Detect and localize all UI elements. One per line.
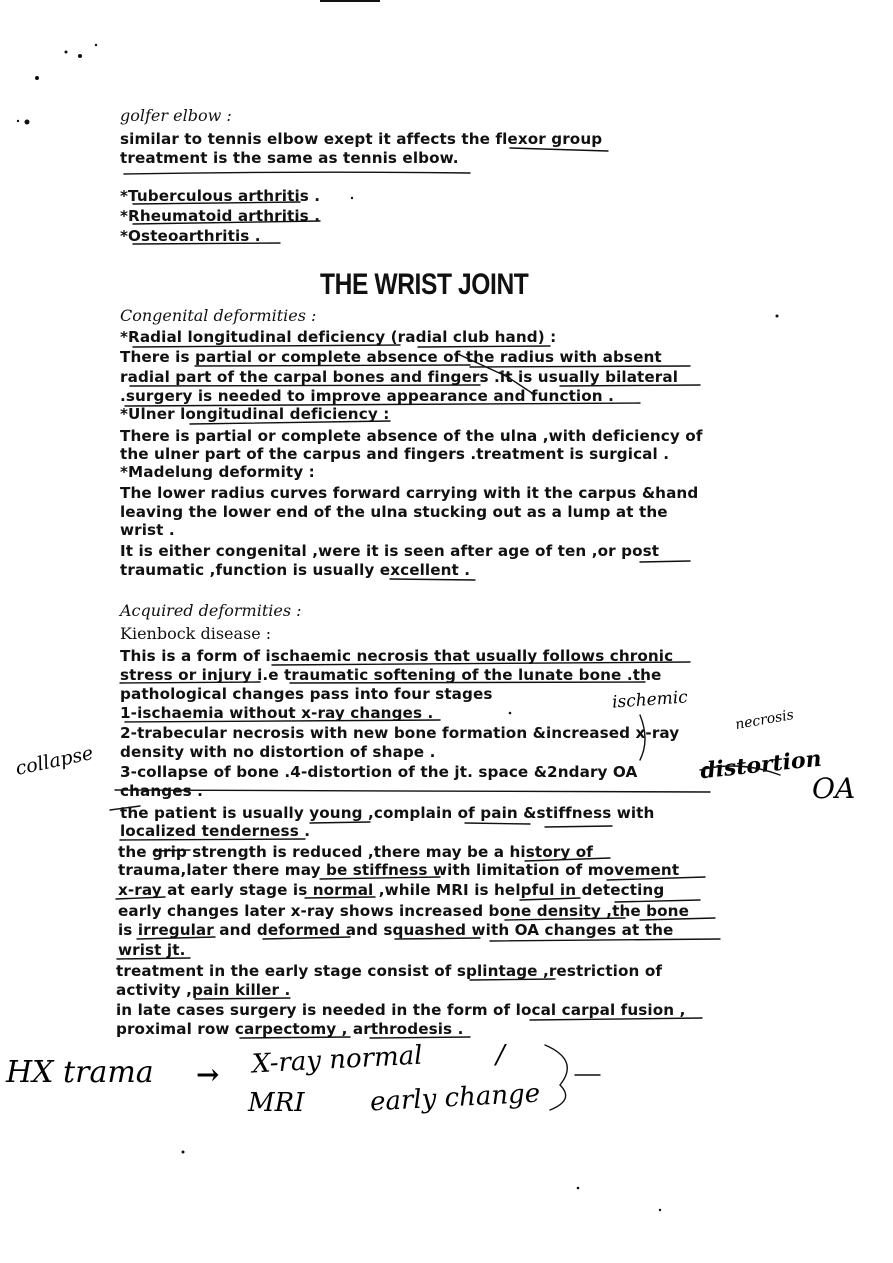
text-line: proximal row carpectomy , arthrodesis . (116, 1020, 464, 1038)
text-line: wrist jt. (118, 941, 186, 959)
text-line: similar to tennis elbow exept it affects the flexor group (120, 130, 603, 148)
text-line: 1-ischaemia without x-ray changes . (120, 704, 434, 722)
text-line: the grip strength is reduced ,there may be a history of (118, 843, 593, 861)
handwritten-note: / (496, 1040, 505, 1070)
text-line: wrist . (120, 521, 175, 539)
text-line: treatment is the same as tennis elbow. (120, 149, 459, 167)
list-item: *Rheumatoid arthritis . (120, 207, 321, 225)
text-line: the ulner part of the carpus and fingers .treatment is surgical . (120, 445, 670, 463)
page-title: THE WRIST JOINT (320, 268, 529, 301)
handwritten-note: X-ray normal (251, 1040, 424, 1080)
text-line: 2-trabecular necrosis with new bone formation &increased x-ray (120, 724, 680, 742)
handwritten-note: necrosis (734, 706, 796, 734)
handwritten-note: distortion (698, 745, 823, 785)
text-line: treatment in the early stage consist of splintage ,restriction of (116, 962, 663, 980)
handwritten-note: ischemic (611, 687, 689, 713)
text-line: stress or injury i.e traumatic softening of the lunate bone .the (120, 666, 662, 684)
handwritten-note: early change (369, 1078, 541, 1118)
golfer-elbow-heading: golfer elbow : (120, 106, 232, 125)
text-line: The lower radius curves forward carrying with it the carpus &hand (120, 484, 699, 502)
handwritten-note: OA (812, 772, 856, 805)
acquired-heading: Acquired deformities : (120, 601, 302, 620)
text-line: is irregular and deformed and squashed with OA changes at the (118, 921, 674, 939)
text-line: There is partial or complete absence of the radius with absent (120, 348, 662, 366)
text-line: There is partial or complete absence of the ulna ,with deficiency of (120, 427, 703, 445)
text-line: trauma,later there may be stiffness with limitation of movement (118, 861, 680, 879)
text-line: activity ,pain killer . (116, 981, 291, 999)
text-line: pathological changes pass into four stages (120, 685, 493, 703)
text-line: This is a form of ischaemic necrosis that usually follows chronic (120, 647, 674, 665)
text-line: *Madelung deformity : (120, 463, 315, 481)
text-line: It is either congenital ,were it is seen after age of ten ,or post (120, 542, 660, 560)
text-line: *Ulner longitudinal deficiency : (120, 405, 390, 423)
congenital-heading: Congenital deformities : (120, 306, 317, 325)
text-line: in late cases surgery is needed in the form of local carpal fusion , (116, 1001, 686, 1019)
list-item: *Tuberculous arthritis . (120, 187, 321, 205)
handwritten-note: MRI (248, 1088, 305, 1118)
text-line: traumatic ,function is usually excellent . (120, 561, 471, 579)
text-line: changes . (120, 782, 204, 800)
text-line: 3-collapse of bone .4-distortion of the jt. space &2ndary OA (120, 763, 638, 781)
text-line: density with no distortion of shape . (120, 743, 436, 761)
text-line: .surgery is needed to improve appearance and function . (120, 387, 614, 405)
text-line: x-ray at early stage is normal ,while MRI is helpful in detecting (118, 881, 665, 899)
handwritten-note: collapse (13, 742, 96, 780)
list-item: *Osteoarthritis . (120, 227, 261, 245)
text-line: leaving the lower end of the ulna stucking out as a lump at the (120, 503, 668, 521)
handwritten-note: HX trama (6, 1055, 154, 1090)
kienbock-heading: Kienbock disease : (120, 624, 272, 643)
text-line: the patient is usually young ,complain of pain &stiffness with (120, 804, 655, 822)
text-line: radial part of the carpal bones and fingers .it is usually bilateral (120, 368, 679, 386)
text-line: early changes later x-ray shows increased bone density ,the bone (118, 902, 689, 920)
arrow-icon: → (196, 1058, 220, 1091)
text-line: *Radial longitudinal deficiency (radial club hand) : (120, 328, 557, 346)
text-line: localized tenderness . (120, 822, 311, 840)
